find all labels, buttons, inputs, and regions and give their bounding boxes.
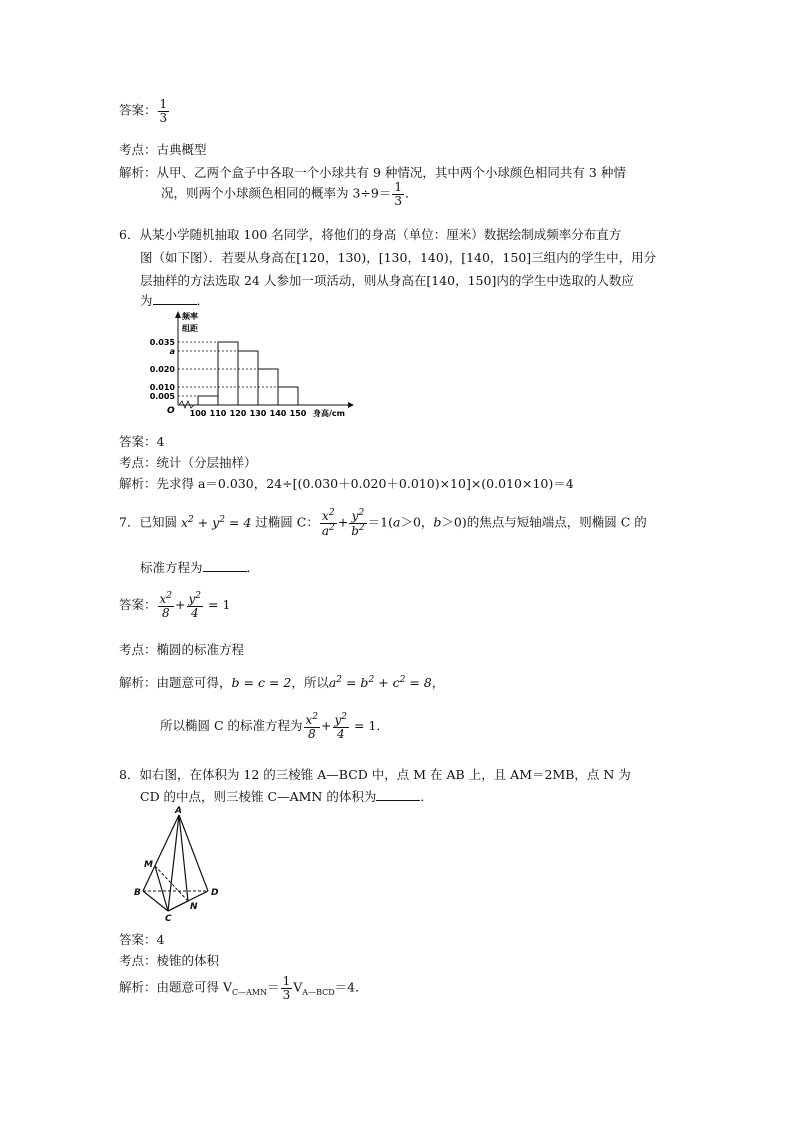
label-D: D [211,888,219,898]
histogram-bar [278,387,298,405]
q6-answer: 答案：4 [119,434,165,449]
x-tick-label: 130 [249,409,267,418]
ellipse-term-x: $\frac{x^2}{a^2}$ [321,508,335,538]
x-tick-label: 110 [209,409,227,418]
histogram-bar [238,351,258,405]
q7-line2: 标准方程为 ． [140,560,260,575]
histogram-chart [138,308,360,422]
ellipse-term-y: $\frac{y^2}{b^2}$ [351,508,365,538]
x-axis-label: 身高/cm [313,409,345,418]
topic-5: 考点：古典概型 [119,142,207,157]
circle-equation: $x^2 + y^2 = 4$ [180,514,252,530]
x-tick-label: 100 [189,409,207,418]
histogram-bar [218,342,238,405]
q6-line4: 为 ． [140,293,210,308]
q7-topic: 考点：椭圆的标准方程 [119,642,245,657]
edge-AB [143,815,179,891]
q8-answer: 答案：4 [119,932,165,947]
q8-topic: 考点：棱锥的体积 [119,953,220,968]
q6-line2: 图（如下图）．若要从身高在[120，130)，[130，140)，[140，150]三组内的学生中，用分 [140,250,657,265]
x-tick-label: 150 [289,409,307,418]
x-tick-label: 140 [269,409,287,418]
x-tick-label: 120 [229,409,247,418]
y-axis-arrow [175,311,181,318]
q6-line1: 6．从某小学随机抽取 100 名同学，将他们的身高（单位：厘米）数据绘制成频率分布直方 [119,227,622,242]
edge-BC [143,891,168,911]
y-tick-label: a [169,347,175,356]
histogram-layer [150,311,354,418]
analysis-eq2: $a^2 = b^2 + c^2 = 8$ [328,674,432,690]
analysis-eq1: b = c = 2 [231,675,292,690]
analysis-fraction: $\frac{1}{3}$ [394,180,402,208]
analysis-5-line2: 况，则两个小球颜色相同的概率为 3÷9＝ $\frac{1}{3}$ ． [161,180,418,208]
q7-analysis: 解析：由题意可得，b = c = 2，所以$a^2 = b^2 + c^2 = 8$， [119,674,445,690]
y-tick-label: 0.035 [149,338,175,347]
answer-blank [153,294,197,305]
y-tick-label: 0.020 [149,365,175,374]
y-tick-label: 0.010 [149,383,175,392]
conclusion-term-y: $\frac{y^2}{4}$ [334,712,348,741]
x-axis-arrow [348,402,354,408]
answer-5 [119,98,170,124]
y-axis-label-top: 频率 [182,312,198,321]
origin-label: O [167,406,175,416]
answer-fraction: $\frac{1}{3}$ [159,97,168,125]
q8-analysis: 解析：由题意可得 $V_{C—AMN}=$ $\frac{1}{3}$ $V_{A—BCD}=4$． [119,974,368,1002]
q6-analysis: 解析：先求得 a＝0.030，24÷[(0.030＋0.020＋0.010)×10]×(0.010×10)＝4 [119,476,574,491]
q6-line3: 层抽样的方法选取 24 人参加一项活动，则从身高在[140，150]内的学生中选取的人数应 [140,273,634,288]
answer-blank [376,790,420,801]
y-axis-label-bottom: 组距 [182,324,198,333]
label-B: B [134,888,141,898]
label-M: M [144,860,153,870]
q7-answer: 答案： $\frac{x^2}{8}$ + $\frac{y^2}{4}$ = 1 [119,591,231,620]
q6-topic: 考点：统计（分层抽样） [119,455,257,470]
tetrahedron-figure [130,805,226,923]
segment-MC [155,866,168,911]
y-tick-label: 0.005 [149,392,175,401]
segment-CN [168,901,188,911]
answer-term-x: $\frac{x^2}{8}$ [159,591,173,620]
answer-label: 答案： [119,102,157,118]
label-C: C [165,914,172,923]
q8-line1: 8．如右图，在体积为 12 的三棱锥 A—BCD 中，点 M 在 AB 上，且 AM＝2MB，点 N 为 [119,767,631,782]
q7-line1: 7．已知圆 $x^2 + y^2 = 4$ 过椭圆 C： $\frac{x^2}{a^2}$ + $\frac{y^2}{b^2}$ ＝1(a＞0，b＞0)的焦点与短轴端点，则椭圆 C 的 [119,508,647,538]
analysis-fraction: $\frac{1}{3}$ [282,974,291,1002]
label-A: A [175,806,182,816]
ellipse-condition: ＝1(a＞0，b＞0) [367,514,467,530]
answer-term-y: $\frac{y^2}{4}$ [188,591,202,620]
label-N: N [190,902,198,912]
q7-conclusion: 所以椭圆 C 的标准方程为 $\frac{x^2}{8}$ + $\frac{y^2}{4}$ = 1． [160,712,389,741]
conclusion-term-x: $\frac{x^2}{8}$ [305,712,319,741]
q8-line2: CD 的中点，则三棱锥 C—AMN 的体积为 ． [140,789,433,804]
answer-blank [203,561,247,572]
analysis-5-line1: 解析：从甲、乙两个盒子中各取一个小球共有 9 种情况，其中两个小球颜色相同共有 3 种情 [119,165,626,180]
histogram-bar [198,396,218,405]
edge-AC [168,815,179,911]
